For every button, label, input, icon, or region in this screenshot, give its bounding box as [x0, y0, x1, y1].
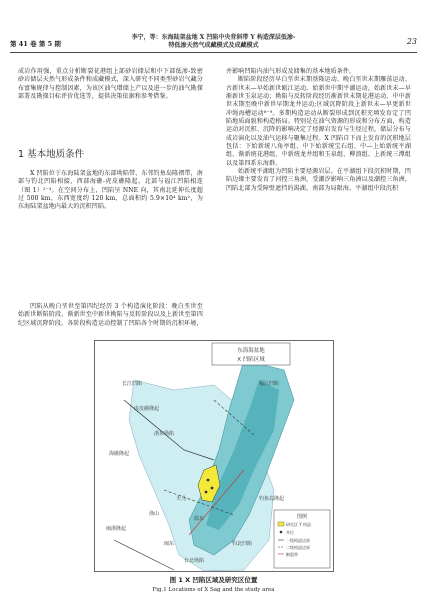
geology-paragraph-1-block	[18, 170, 203, 212]
geology-paragraph-1: X 凹陷位于东海陆架盆地的东部坳陷带，东邻钓鱼岛隆褶带，南部与钓北凹陷相接，西部海礁-虎皮礁隆起，北部与福江凹陷相连（图 1）²⁻³。在空间分布上，凹陷呈 NNE 向，其南北延伸长度超过 500 km，东西宽度约 120 km，总面积约 5.9×10⁴ km²，为东海陆架盆地内最大的沉积凹陷。	[18, 170, 203, 211]
legend-item: 井位	[286, 530, 294, 535]
well-marker	[207, 479, 210, 482]
region-label: 闽浙隆起	[106, 526, 127, 532]
inset-title-2: X 凹陷区域	[237, 357, 265, 363]
region-label: 长江凹陷	[122, 381, 143, 387]
region-label: 海礁隆起	[109, 451, 130, 457]
legend-swatch-study-area	[278, 522, 284, 526]
well-marker	[211, 487, 214, 490]
legend-item: 二级构造边界	[286, 545, 310, 550]
intro-paragraph: 成岩作用强，重点分析断裂花港组上部砂岩储层和中下部低渗-致密砂岩储层天然气形成条件和成藏模式，深入研究不同类型砂岩气藏分布富集规律与控制因素，为该区油气增储上产以及进一步的油气勘探部署及勘探目标评价优选等，提供决策依据和参考借鉴。	[18, 68, 203, 101]
running-title-line-1: 李宁，等：东海陆架盆地 X 凹陷中央背斜带 Y 构造深层低渗-	[131, 34, 296, 41]
running-title-line-2: 特低渗天然气成藏模式及成藏模式	[168, 42, 259, 49]
legend-title: 图例	[296, 514, 308, 520]
region-label: 虎皮礁隆起	[134, 406, 160, 412]
region-label: 钓北凹陷	[232, 541, 253, 547]
region-label: 浙东坳陷	[154, 431, 175, 437]
right-paragraph-1: 并影响凹陷内油气形成及储集的基本地质条件。	[226, 68, 356, 75]
right-paragraph-2: 断陷阶段经历早白垩世末期基隆运动、晚白垩世末期雁荡运动、古新世末—早始新世瓯江运动，始新世中期平湖运动，始新世末—早渐新世玉泉运动；拗陷与反转阶段经历渐新世末期花港运动、中中新世末期至晚中新世早期龙井运动;区域沉降阶段上新世末—早更新世冲绳海槽运动⁸⁻⁹。多期构造运动从断裂形成到沉积充填发育定了凹陷地质面貌和构造格局。特别是在油气资源的形成和分布方面，构造运动对沉积、沉降的影响决定了烃源岩发育与生烃过程，储层分布与成岩演化以及油气运移与聚集过程。X 凹陷自下而上发育的沉积地层包括：下始新统八角亭组、中下始新统宝石组、中—上始新统平湖组、渐新统花港组、中新统龙井组和玉泉组、柳浪组、上新统三潭组以及第四系东海群。	[226, 76, 411, 167]
right-paragraph-3: 始新统平湖组为凹陷主要烃源岩层。在平湖组下段沉积时期，凹陷边缘主要发育了河控三角洲，受潮汐影响三角洲以及潮控三角洲，凹陷北部为受障壁遮挡的潟湖，南部为局限海。平湖组中段沉积	[226, 168, 411, 192]
geology-paragraph-2: 凹陷从晚白垩世至第四纪经历 3 个构造演化阶段：晚白垩世至始新世断陷阶段、渐新世至中新世拗陷与反转阶段以及上新世至第四纪区域沉降阶段。各阶段构造运动控制了凹陷各个时期的沉积环境，	[18, 303, 203, 327]
location-map	[94, 340, 334, 572]
page-header	[0, 0, 427, 56]
location-map-figure	[94, 340, 334, 572]
legend-swatch-well	[280, 531, 283, 534]
page-number: 23	[406, 37, 417, 46]
map-legend	[274, 510, 330, 568]
section-heading: 1 基本地质条件	[18, 149, 85, 160]
region-label: 钓鱼岛隆起	[259, 496, 285, 502]
figure-caption-cn: 图 1 X 凹陷区域及研究区位置	[169, 576, 258, 584]
header-rule	[10, 52, 417, 53]
region-label: 闽东	[164, 541, 175, 547]
region-label: 台北坳陷	[184, 558, 205, 564]
figure-caption-en: Fig.1 Locations of X Sag and the study area	[152, 587, 275, 593]
legend-item: 一级构造边界	[286, 538, 310, 543]
region-label: 渔山	[149, 511, 160, 517]
region-label: 福江凹陷	[259, 381, 280, 387]
geology-paragraph-2-block	[18, 303, 203, 328]
region-label: 温东	[194, 516, 205, 522]
region-label: 天马	[176, 496, 187, 502]
right-column	[226, 68, 411, 193]
well-marker	[205, 491, 208, 494]
legend-item: 断裂带	[286, 552, 298, 557]
intro-left-column	[18, 68, 203, 101]
inset-title-1: 东海海盆地	[237, 348, 265, 354]
legend-item: 研究区 Y 构造	[286, 522, 311, 527]
volume-issue: 第 41 卷 第 5 期	[10, 40, 61, 48]
